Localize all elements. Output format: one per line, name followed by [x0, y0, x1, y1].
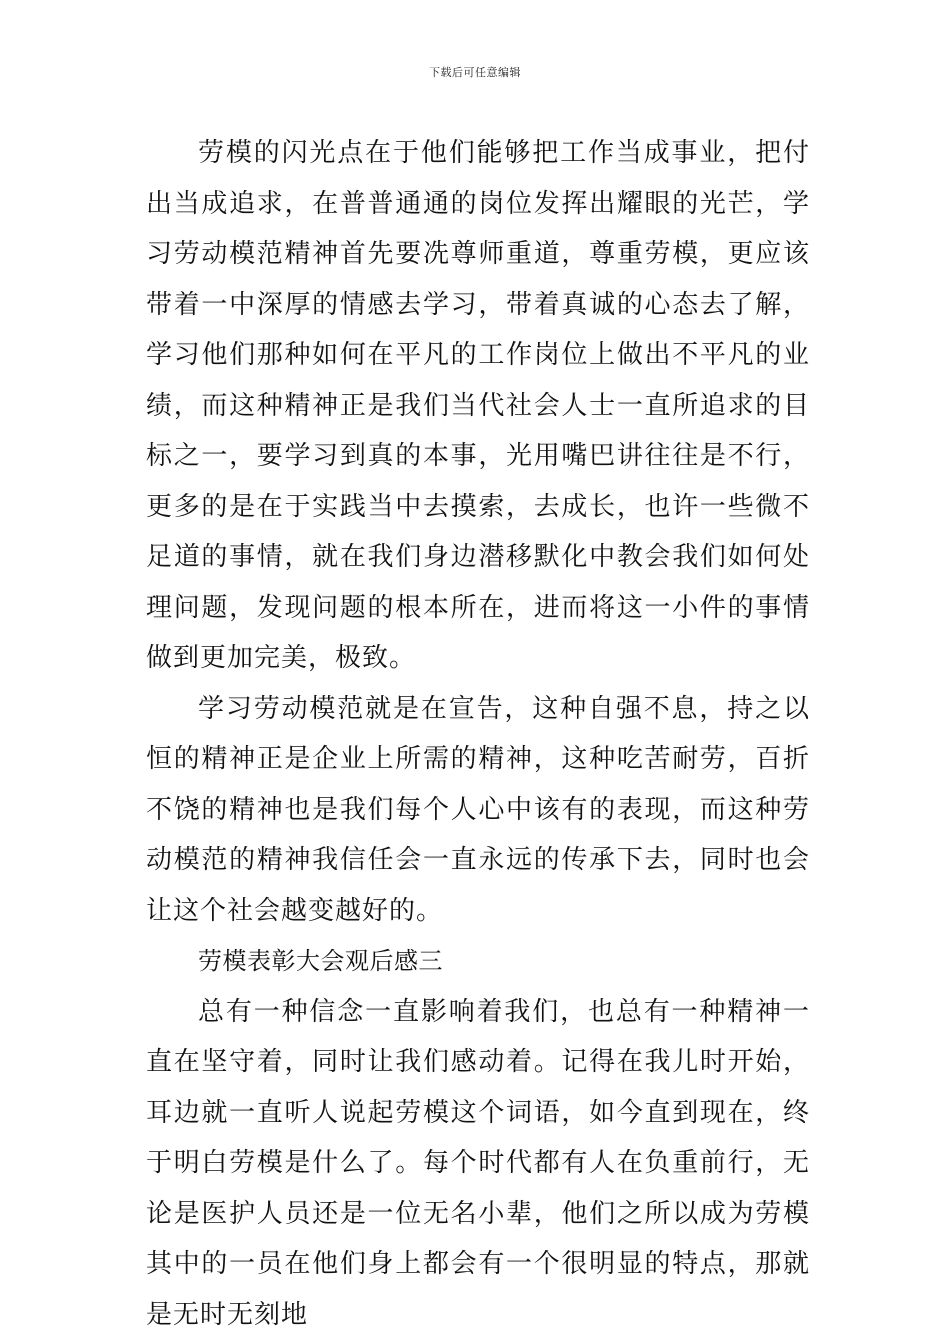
paragraph-3: 总有一种信念一直影响着我们，也总有一种精神一直在坚守着，同时让我们感动着。记得在我儿时开始，耳边就一直听人说起劳模这个词语，如今直到现在，终于明白劳模是什么了。每个时代都有人在负重前行，无论是医护人员还是一位无名小辈，他们之所以成为劳模其中的一员在他们身上都会有一个很明显的特点，那就是无时无刻地	[146, 996, 810, 1330]
paragraph-1: 劳模的闪光点在于他们能够把工作当成事业，把付出当成追求，在普普通通的岗位发挥出耀眼的光芒，学习劳动模范精神首先要冼尊师重道，尊重劳模，更应该带着一中深厚的情感去学习，带着真诚的心态去了解，学习他们那种如何在平凡的工作岗位上做出不平凡的业绩，而这种精神正是我们当代社会人士一直所追求的目标之一，要学习到真的本事，光用嘴巴讲往往是不行，更多的是在于实践当中去摸索，去成长，也许一些微不足道的事情，就在我们身边潜移默化中教会我们如何处理问题，发现问题的根本所在，进而将这一小件的事情做到更加完美，极致。	[146, 138, 810, 673]
paragraph-2: 学习劳动模范就是在宣告，这种自强不息，持之以恒的精神正是企业上所需的精神，这种吃苦耐劳，百折不饶的精神也是我们每个人心中该有的表现，而这种劳动模范的精神我信任会一直永远的传承下去，同时也会让这个社会越变越好的。	[146, 693, 810, 926]
header-note: 下载后可任意编辑	[429, 66, 521, 79]
section-title: 劳模表彰大会观后感三	[198, 947, 443, 975]
document-body	[146, 128, 810, 1340]
